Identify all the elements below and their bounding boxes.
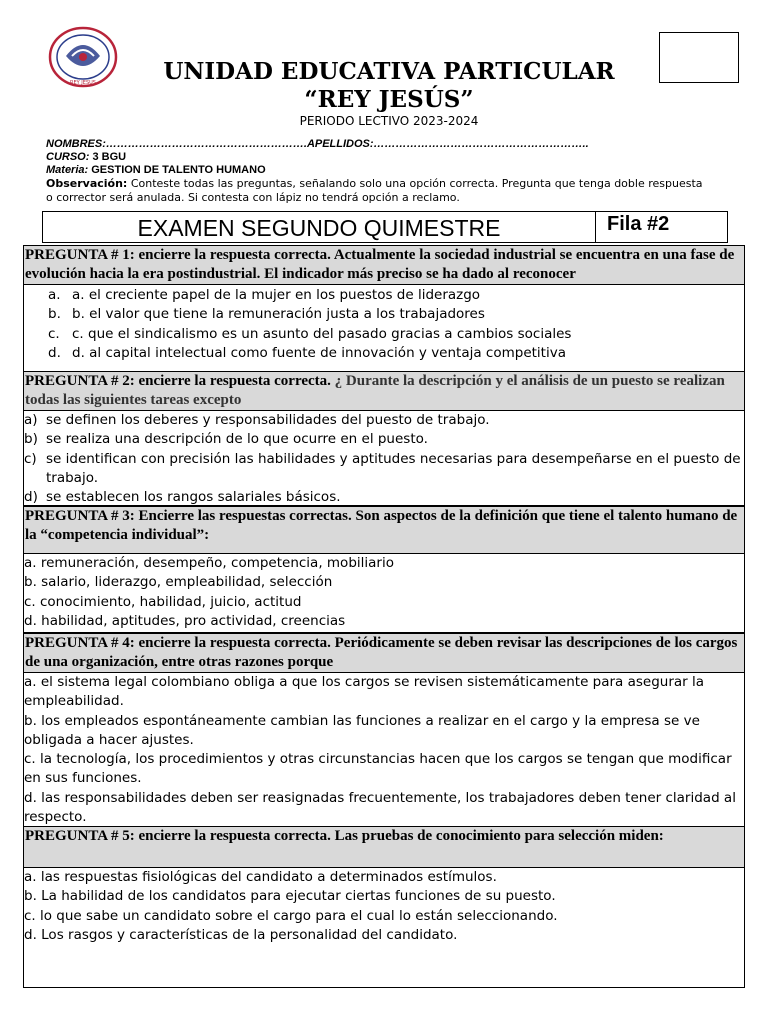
question-5-option-b[interactable]: b. La habilidad de los candidatos para ejecutar ciertas funciones de su puesto. [24, 888, 556, 905]
option-marker: b) [24, 431, 38, 448]
observation [46, 177, 706, 205]
option-marker: d) [24, 489, 38, 506]
question-1-title: PREGUNTA # 1: encierre la respuesta correcta. Actualmente la sociedad industrial se encuentra en una fase de evolución hacia la era postindustrial. El indicador más preciso se ha dado al reconocer [24, 246, 744, 285]
observation-text: Conteste todas las preguntas, señalando solo una opción correcta. Pregunta que tenga doble respuesta o corrector será anulada. Si contesta con lápiz no tendrá opción a reclamo. [46, 177, 703, 204]
school-period: PERIODO LECTIVO 2023-2024 [299, 114, 479, 128]
question-4 [23, 633, 745, 827]
question-1-option-d[interactable] [24, 344, 744, 363]
option-text: c. que el sindicalismo es un asunto del pasado gracias a cambios sociales [72, 325, 572, 342]
subject-line [46, 164, 706, 177]
question-4-option-a[interactable]: a. el sistema legal colombiano obliga a que los cargos se revisen sistemáticamente para asegurar la empleabilidad. [24, 674, 705, 710]
question-4-option-d[interactable]: d. las responsabilidades deben ser reasignadas frecuentemente, los trabajadores deben tener claridad al respecto. [24, 789, 736, 826]
question-2-title-hint: ¿ Durante la descripción y el análisis de un puesto se realizan todas las siguientes tareas excepto [25, 373, 725, 408]
question-4-option-c[interactable]: c. la tecnología, los procedimientos y otras circunstancias hacen que los cargos se tengan que modificar en sus funciones. [24, 751, 732, 787]
question-2-title-main: PREGUNTA # 2: encierre la respuesta correcta. [25, 373, 331, 389]
question-5-option-d[interactable]: d. Los rasgos y características de la personalidad del candidato. [24, 926, 458, 943]
question-2 [23, 371, 745, 506]
question-3 [23, 506, 745, 633]
question-3-option-a[interactable]: a. remuneración, desempeño, competencia, mobiliario [24, 555, 394, 571]
question-3-option-c[interactable]: c. conocimiento, habilidad, juicio, actitud [24, 593, 302, 610]
option-marker: c) [24, 450, 37, 467]
question-3-title: PREGUNTA # 3: Encierre las respuestas correctas. Son aspectos de la definición que tiene el talento humano de la “competencia individual”: [24, 507, 744, 554]
question-3-option-b[interactable]: b. salario, liderazgo, empleabilidad, selección [24, 574, 333, 591]
option-text: d. al capital intelectual como fuente de innovación y ventaja competitiva [72, 344, 566, 361]
names-line[interactable]: NOMBRES:……………………………………………….APELLIDOS:………………………………………………….. [46, 138, 589, 150]
exam-row: Fila #2 [607, 213, 670, 235]
question-5-option-a[interactable]: a. las respuestas fisiológicas del candidato a determinados estímulos. [24, 869, 497, 885]
question-1-option-a[interactable] [24, 286, 744, 305]
option-marker: c. [48, 325, 60, 342]
exam-header [42, 211, 728, 243]
question-2-option-d[interactable] [24, 488, 744, 507]
subject-label: Materia: [46, 164, 89, 176]
option-marker: a) [24, 412, 38, 428]
option-marker: a. [48, 287, 61, 303]
question-5 [23, 826, 745, 988]
subject-value: GESTION DE TALENTO HUMANO [91, 164, 266, 176]
question-1-option-b[interactable] [24, 305, 744, 324]
option-marker: b. [48, 306, 61, 323]
option-text: se definen los deberes y responsabilidades del puesto de trabajo. [46, 412, 490, 428]
question-5-option-c[interactable]: c. lo que sabe un candidato sobre el cargo para el cual lo están seleccionando. [24, 907, 558, 924]
question-4-option-b[interactable]: b. los empleados espontáneamente cambian las funciones a realizar en el cargo y la empresa se ve obligada a hacer ajustes. [24, 712, 700, 748]
question-2-title [24, 372, 744, 411]
option-text: b. el valor que tiene la remuneración justa a los trabajadores [72, 306, 485, 323]
course-label: CURSO: [46, 151, 90, 163]
option-text: se establecen los rangos salariales básicos. [46, 489, 341, 506]
svg-text:REY JESUS: REY JESUS [70, 80, 96, 86]
option-text: a. el creciente papel de la mujer en los puestos de liderazgo [72, 287, 481, 303]
question-2-option-b[interactable] [24, 430, 744, 449]
option-text: se identifican con precisión las habilidades y aptitudes necesarias para desempeñarse en el puesto de trabajo. [46, 450, 741, 486]
course-value: 3 BGU [92, 151, 127, 163]
question-3-option-d[interactable]: d. habilidad, aptitudes, pro actividad, creencias [24, 612, 346, 629]
exam-title: EXAMEN SEGUNDO QUIMESTRE [43, 212, 596, 242]
student-info [46, 138, 706, 177]
question-2-option-c[interactable] [24, 450, 744, 489]
school-name: UNIDAD EDUCATIVA PARTICULAR [163, 58, 615, 85]
question-4-title: PREGUNTA # 4: encierre la respuesta correcta. Periódicamente se deben revisar las descripciones de los cargos de una organización, entre otras razones porque [24, 634, 744, 673]
course-line [46, 151, 706, 164]
school-subtitle: “REY JESÚS” [304, 86, 474, 113]
question-5-title: PREGUNTA # 5: encierre la respuesta correcta. Las pruebas de conocimiento para selección miden: [24, 827, 744, 868]
question-1 [23, 245, 745, 372]
option-marker: d. [48, 344, 61, 361]
question-1-option-c[interactable] [24, 325, 744, 344]
option-text: se realiza una descripción de lo que ocurre en el puesto. [46, 431, 428, 448]
question-2-option-a[interactable] [24, 411, 744, 430]
observation-label: Observación: [46, 177, 128, 190]
